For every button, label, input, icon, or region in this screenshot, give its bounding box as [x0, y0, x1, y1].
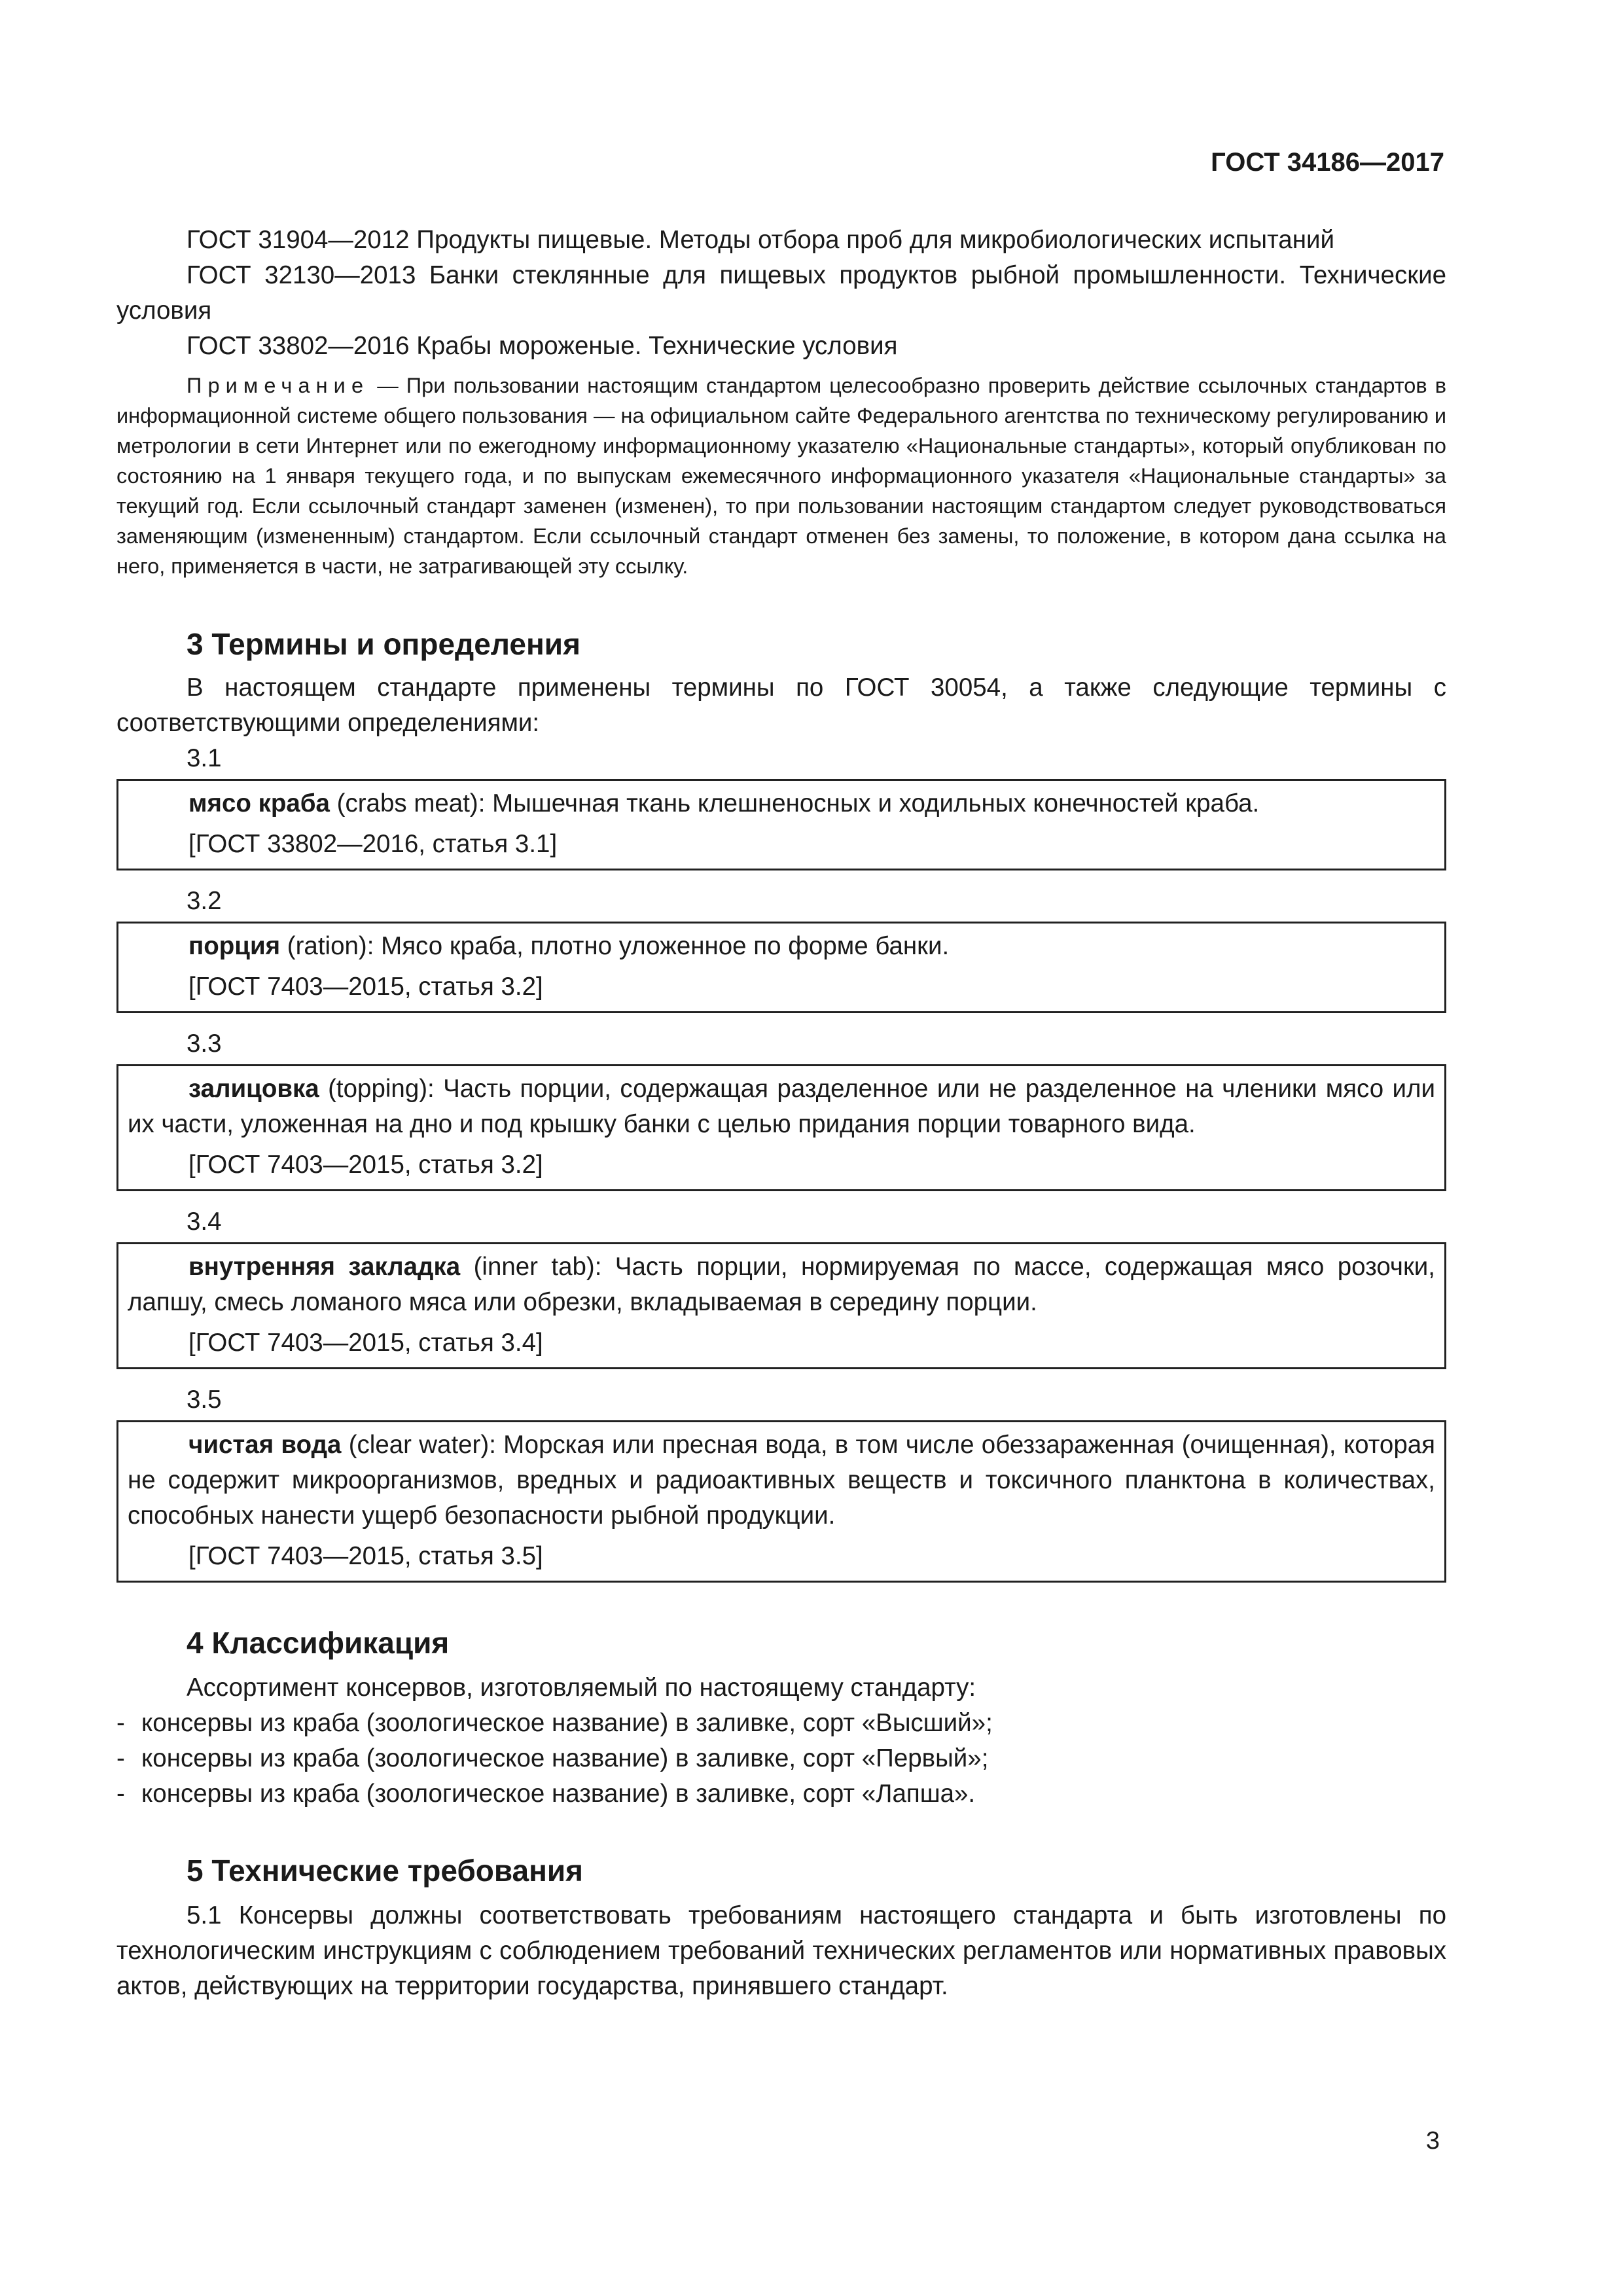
term-source: [ГОСТ 7403—2015, статья 3.2]: [188, 973, 543, 1001]
term-box: [116, 922, 1446, 1013]
section-3-title: 3 Термины и определения: [187, 627, 580, 661]
section-4-title: 4 Классификация: [187, 1626, 450, 1660]
term-name: порция: [188, 932, 281, 960]
reference-item: ГОСТ 33802—2016 Крабы мороженые. Технические условия: [187, 332, 898, 360]
note-label: Примечание: [187, 374, 370, 397]
term-name: мясо краба: [188, 789, 330, 817]
reference-item: ГОСТ 31904—2012 Продукты пищевые. Методы отбора проб для микробиологических испытаний: [187, 226, 1334, 254]
standard-header: ГОСТ 34186—2017: [1211, 148, 1444, 177]
section-5-title: 5 Технические требования: [187, 1854, 583, 1888]
note-paragraph: [116, 370, 1446, 581]
term-text: (clear water): Морская или пресная вода, в том числе обеззараженная (очищенная), которая не содержит микроорганизмов, вредных и радиоактивных веществ и токсичного планктона в количествах, способных нанести ущерб безопасности рыбной продукции.: [128, 1431, 1435, 1530]
term-definition: [128, 786, 1435, 821]
note-text: — При пользовании настоящим стандартом целесообразно проверить действие ссылочных стандартов в информационной системе общего пользования — на официальном сайте Федерального агентства по техническому регулированию и метрологии в сети Интернет или по ежегодному информационному указателю «Национальные стандарты», который опубликован по состоянию на 1 января текущего года, и по выпускам ежемесячного информационного указателя «Национальные стандарты» за текущий год. Если ссылочный стандарт заменен (изменен), то при пользовании настоящим стандартом следует руководствоваться заменяющим (измененным) стандартом. Если ссылочный стандарт отменен без замены, то положение, в котором дана ссылка на него, применяется в части, не затрагивающей эту ссылку.: [116, 374, 1446, 578]
list-item: - консервы из краба (зоологическое название) в заливке, сорт «Лапша».: [116, 1780, 976, 1808]
term-name: залицовка: [188, 1075, 319, 1103]
term-definition: [128, 1249, 1435, 1320]
list-item: - консервы из краба (зоологическое название) в заливке, сорт «Первый»;: [116, 1744, 989, 1772]
section-3-intro: В настоящем стандарте применены термины по ГОСТ 30054, а также следующие термины с соответствующими определениями:: [116, 673, 1446, 737]
page-content: [116, 223, 1446, 2004]
section-4-intro: Ассортимент консервов, изготовляемый по настоящему стандарту:: [187, 1674, 976, 1702]
term-text: (crabs meat): Мышечная ткань клешненосных и ходильных конечностей краба.: [329, 789, 1260, 817]
term-source: [ГОСТ 7403—2015, статья 3.5]: [188, 1542, 543, 1570]
term-number: 3.1: [187, 744, 222, 772]
term-text: (topping): Часть порции, содержащая разделенное или не разделенное на членики мясо или их части, уложенная на дно и под крышку банки с целью придания порции товарного вида.: [128, 1075, 1435, 1138]
term-number: 3.4: [187, 1208, 222, 1236]
term-text: (ration): Мясо краба, плотно уложенное по форме банки.: [280, 932, 950, 960]
term-name: чистая вода: [188, 1431, 342, 1459]
term-name: внутренняя закладка: [188, 1253, 461, 1281]
term-box: [116, 1242, 1446, 1369]
term-number: 3.5: [187, 1386, 222, 1414]
paragraph-5-1: 5.1 Консервы должны соответствовать требованиям настоящего стандарта и быть изготовлены по технологическим инструкциям с соблюдением требований технических регламентов или нормативных правовых актов, действующих на территории государства, принявшего стандарт.: [116, 1901, 1446, 2000]
term-source: [ГОСТ 7403—2015, статья 3.2]: [188, 1151, 543, 1179]
reference-item: ГОСТ 32130—2013 Банки стеклянные для пищевых продуктов рыбной промышленности. Технические условия: [116, 261, 1446, 325]
list-item: - консервы из краба (зоологическое название) в заливке, сорт «Высший»;: [116, 1709, 993, 1737]
term-source: [ГОСТ 7403—2015, статья 3.4]: [188, 1329, 543, 1357]
term-number: 3.3: [187, 1030, 222, 1058]
page-number: 3: [1425, 2127, 1440, 2155]
term-text: (inner tab): Часть порции, нормируемая по массе, содержащая мясо розочки, лапшу, смесь ломаного мяса или обрезки, вкладываемая в середину порции.: [128, 1253, 1435, 1316]
term-definition: [128, 1071, 1435, 1142]
term-number: 3.2: [187, 887, 222, 915]
term-box: [116, 1420, 1446, 1583]
term-definition: [128, 1427, 1435, 1534]
term-definition: [128, 929, 1435, 964]
term-source: [ГОСТ 33802—2016, статья 3.1]: [188, 830, 558, 858]
term-box: [116, 1064, 1446, 1191]
term-box: [116, 779, 1446, 870]
